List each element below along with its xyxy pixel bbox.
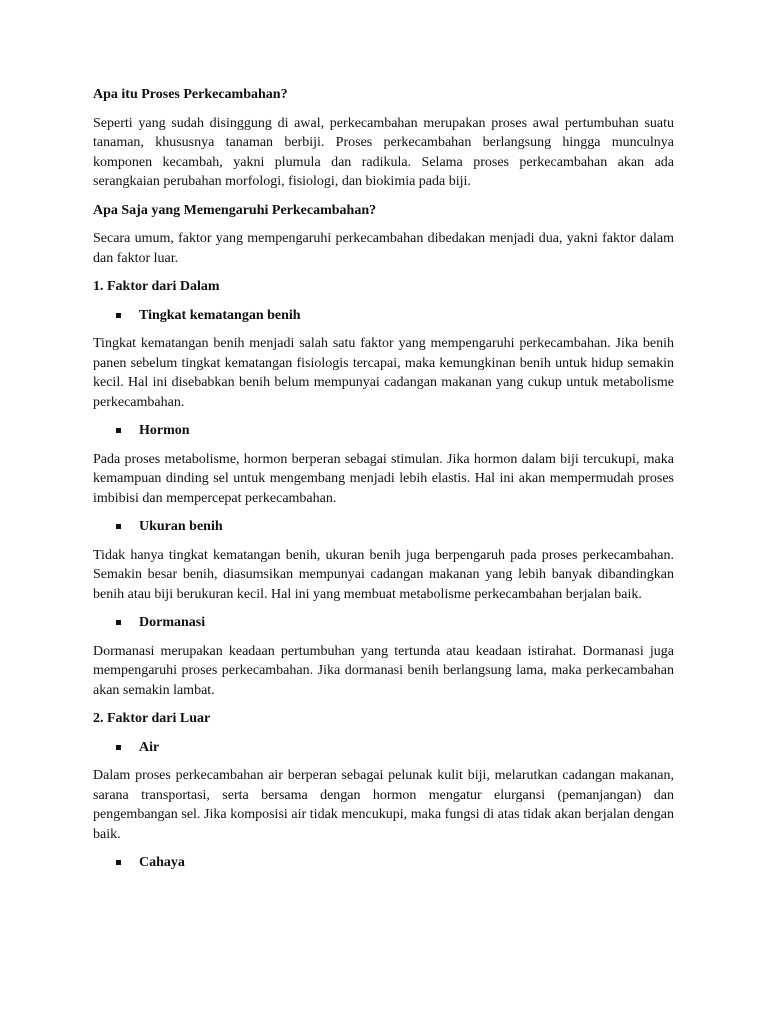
bullet-label: Tingkat kematangan benih	[139, 307, 301, 323]
bullet-marker-icon	[116, 524, 121, 529]
paragraph: Dormanasi merupakan keadaan pertumbuhan yang tertunda atau keadaan istirahat. Dormanasi juga mempengaruhi proses perkecambahan. Jika dormanasi benih berlangsung lama, maka perkecambahan akan semakin lambat.	[93, 643, 674, 698]
bullet-label: Cahaya	[139, 855, 185, 870]
bullet-marker-icon	[116, 313, 121, 318]
paragraph: Tingkat kematangan benih menjadi salah satu faktor yang mempengaruhi perkecambahan. Jika benih panen sebelum tingkat kematangan fisiologis tercapai, maka kemungkinan benih untuk hidup semakin kecil. Hal ini disebabkan benih belum mempunyai cadangan makanan yang cukup untuk metabolisme perkecambahan.	[93, 336, 674, 410]
bullet-item	[93, 421, 674, 441]
paragraph: Secara umum, faktor yang mempengaruhi perkecambahan dibedakan menjadi dua, yakni faktor dalam dan faktor luar.	[93, 231, 674, 266]
section-heading: 2. Faktor dari Luar	[93, 711, 211, 726]
bullet-label: Dormanasi	[139, 615, 206, 630]
paragraph: Seperti yang sudah disinggung di awal, perkecambahan merupakan proses awal pertumbuhan suatu tanaman, khususnya tanaman berbiji. Proses perkecambahan berlangsung hingga munculnya komponen kecambah, yakni plumula dan radikula. Selama proses perkecambahan akan ada serangkaian perubahan morfologi, fisiologi, dan biokimia pada biji.	[93, 115, 674, 189]
bullet-item	[93, 306, 674, 326]
paragraph: Dalam proses perkecambahan air berperan sebagai pelunak kulit biji, melarutkan cadangan makanan, sarana transportasi, serta bersama dengan hormon mengatur elurgansi (pemanjangan) dan pengembangan sel. Jika komposisi air tidak mencukupi, maka fungsi di atas tidak akan berjalan dengan baik.	[93, 768, 674, 842]
section-heading: Apa Saja yang Memengaruhi Perkecambahan?	[93, 202, 377, 218]
bullet-marker-icon	[116, 860, 121, 865]
bullet-marker-icon	[116, 428, 121, 433]
bullet-marker-icon	[116, 745, 121, 750]
bullet-item	[93, 738, 674, 758]
bullet-item	[93, 853, 674, 873]
section-heading: Apa itu Proses Perkecambahan?	[93, 87, 288, 102]
paragraph: Pada proses metabolisme, hormon berperan sebagai stimulan. Jika hormon dalam biji tercukupi, maka kemampuan dinding sel untuk mengembang menjadi lebih elastis. Hal ini akan mempermudah proses imbibisi dan mempercepat perkecambahan.	[93, 451, 674, 506]
bullet-item	[93, 517, 674, 537]
paragraph: Tidak hanya tingkat kematangan benih, ukuran benih juga berpengaruh pada proses perkecambahan. Semakin besar benih, diasumsikan mempunyai cadangan makanan yang lebih banyak dibandingkan benih atau biji berukuran kecil. Hal ini yang membuat metabolisme perkecambahan berjalan baik.	[93, 547, 674, 602]
bullet-label: Ukuran benih	[139, 519, 223, 534]
document-page	[93, 85, 674, 882]
bullet-label: Hormon	[139, 423, 190, 438]
bullet-marker-icon	[116, 620, 121, 625]
section-heading: 1. Faktor dari Dalam	[93, 279, 220, 294]
bullet-item	[93, 613, 674, 633]
bullet-label: Air	[139, 739, 160, 755]
